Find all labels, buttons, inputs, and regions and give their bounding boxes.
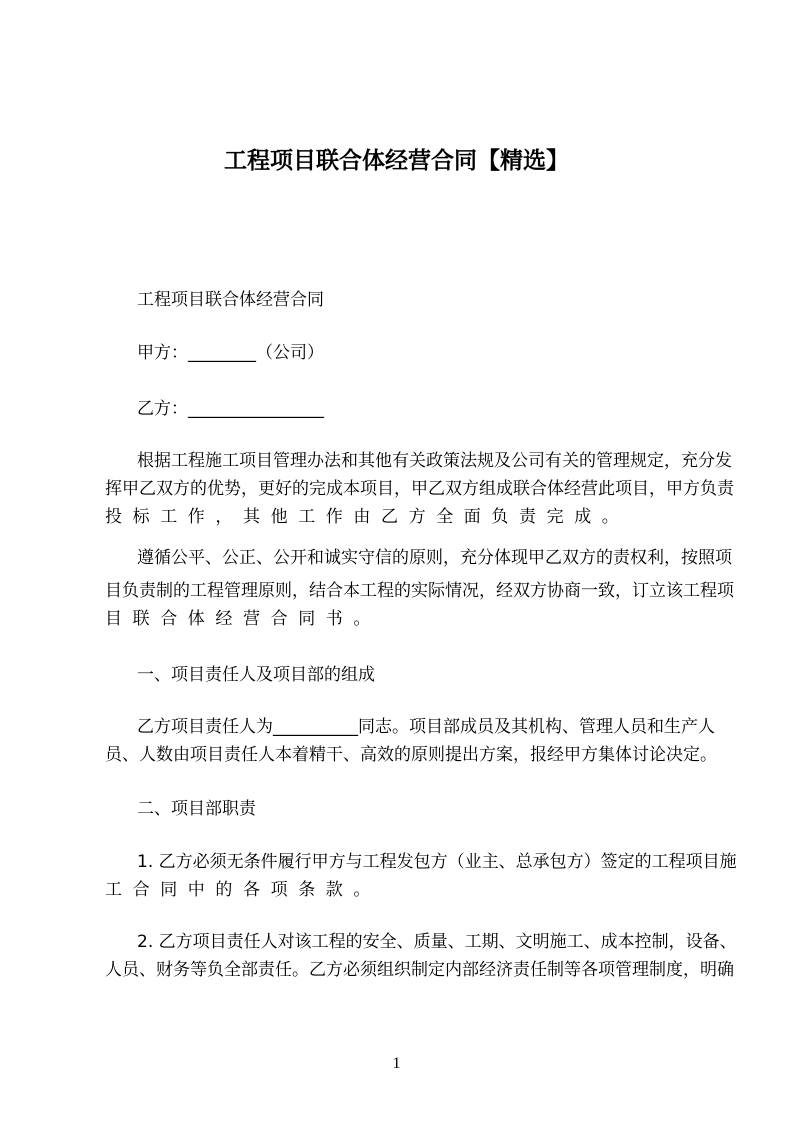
- paragraph-line: 投标工作，其他工作由乙方全面负责完成。: [105, 507, 630, 527]
- paragraph-line: 目联合体经营合同书。: [105, 609, 381, 629]
- party-a-field: 甲方：________（公司）: [137, 343, 324, 363]
- paragraph-line: 1. 乙方必须无条件履行甲方与工程发包方（业主、总承包方）签定的工程项目施: [137, 852, 737, 872]
- paragraph-line: 2. 乙方项目责任人对该工程的安全、质量、工期、文明施工、成本控制，设备、: [137, 932, 737, 952]
- paragraph-line: 员、人数由项目责任人本着精干、高效的原则提出方案，报经甲方集体讨论决定。: [105, 745, 717, 765]
- paragraph-line: 乙方项目责任人为__________同志。项目部成员及其机构、管理人员和生产人: [137, 717, 715, 737]
- page-number: 1: [392, 1055, 401, 1072]
- paragraph-line: 遵循公平、公正、公开和诚实守信的原则，充分体现甲乙双方的责权利，按照项: [137, 548, 732, 568]
- party-b-field: 乙方：________________: [137, 399, 324, 419]
- paragraph-line: 根据工程施工项目管理办法和其他有关政策法规及公司有关的管理规定，充分发: [137, 451, 732, 471]
- paragraph-line: 工合同中的各项条款。: [105, 880, 381, 900]
- section-heading-1: 一、项目责任人及项目部的组成: [137, 665, 375, 685]
- contract-heading: 工程项目联合体经营合同: [137, 290, 324, 310]
- paragraph-line: 人员、财务等负全部责任。乙方必须组织制定内部经济责任制等各项管理制度，明确: [105, 960, 734, 980]
- paragraph-line: 目负责制的工程管理原则，结合本工程的实际情况，经双方协商一致，订立该工程项: [105, 581, 734, 601]
- document-title: 工程项目联合体经营合同【精选】: [224, 148, 569, 174]
- section-heading-2: 二、项目部职责: [137, 799, 256, 819]
- paragraph-line: 挥甲乙双方的优势，更好的完成本项目，甲乙双方组成联合体经营此项目，甲方负责: [105, 479, 734, 499]
